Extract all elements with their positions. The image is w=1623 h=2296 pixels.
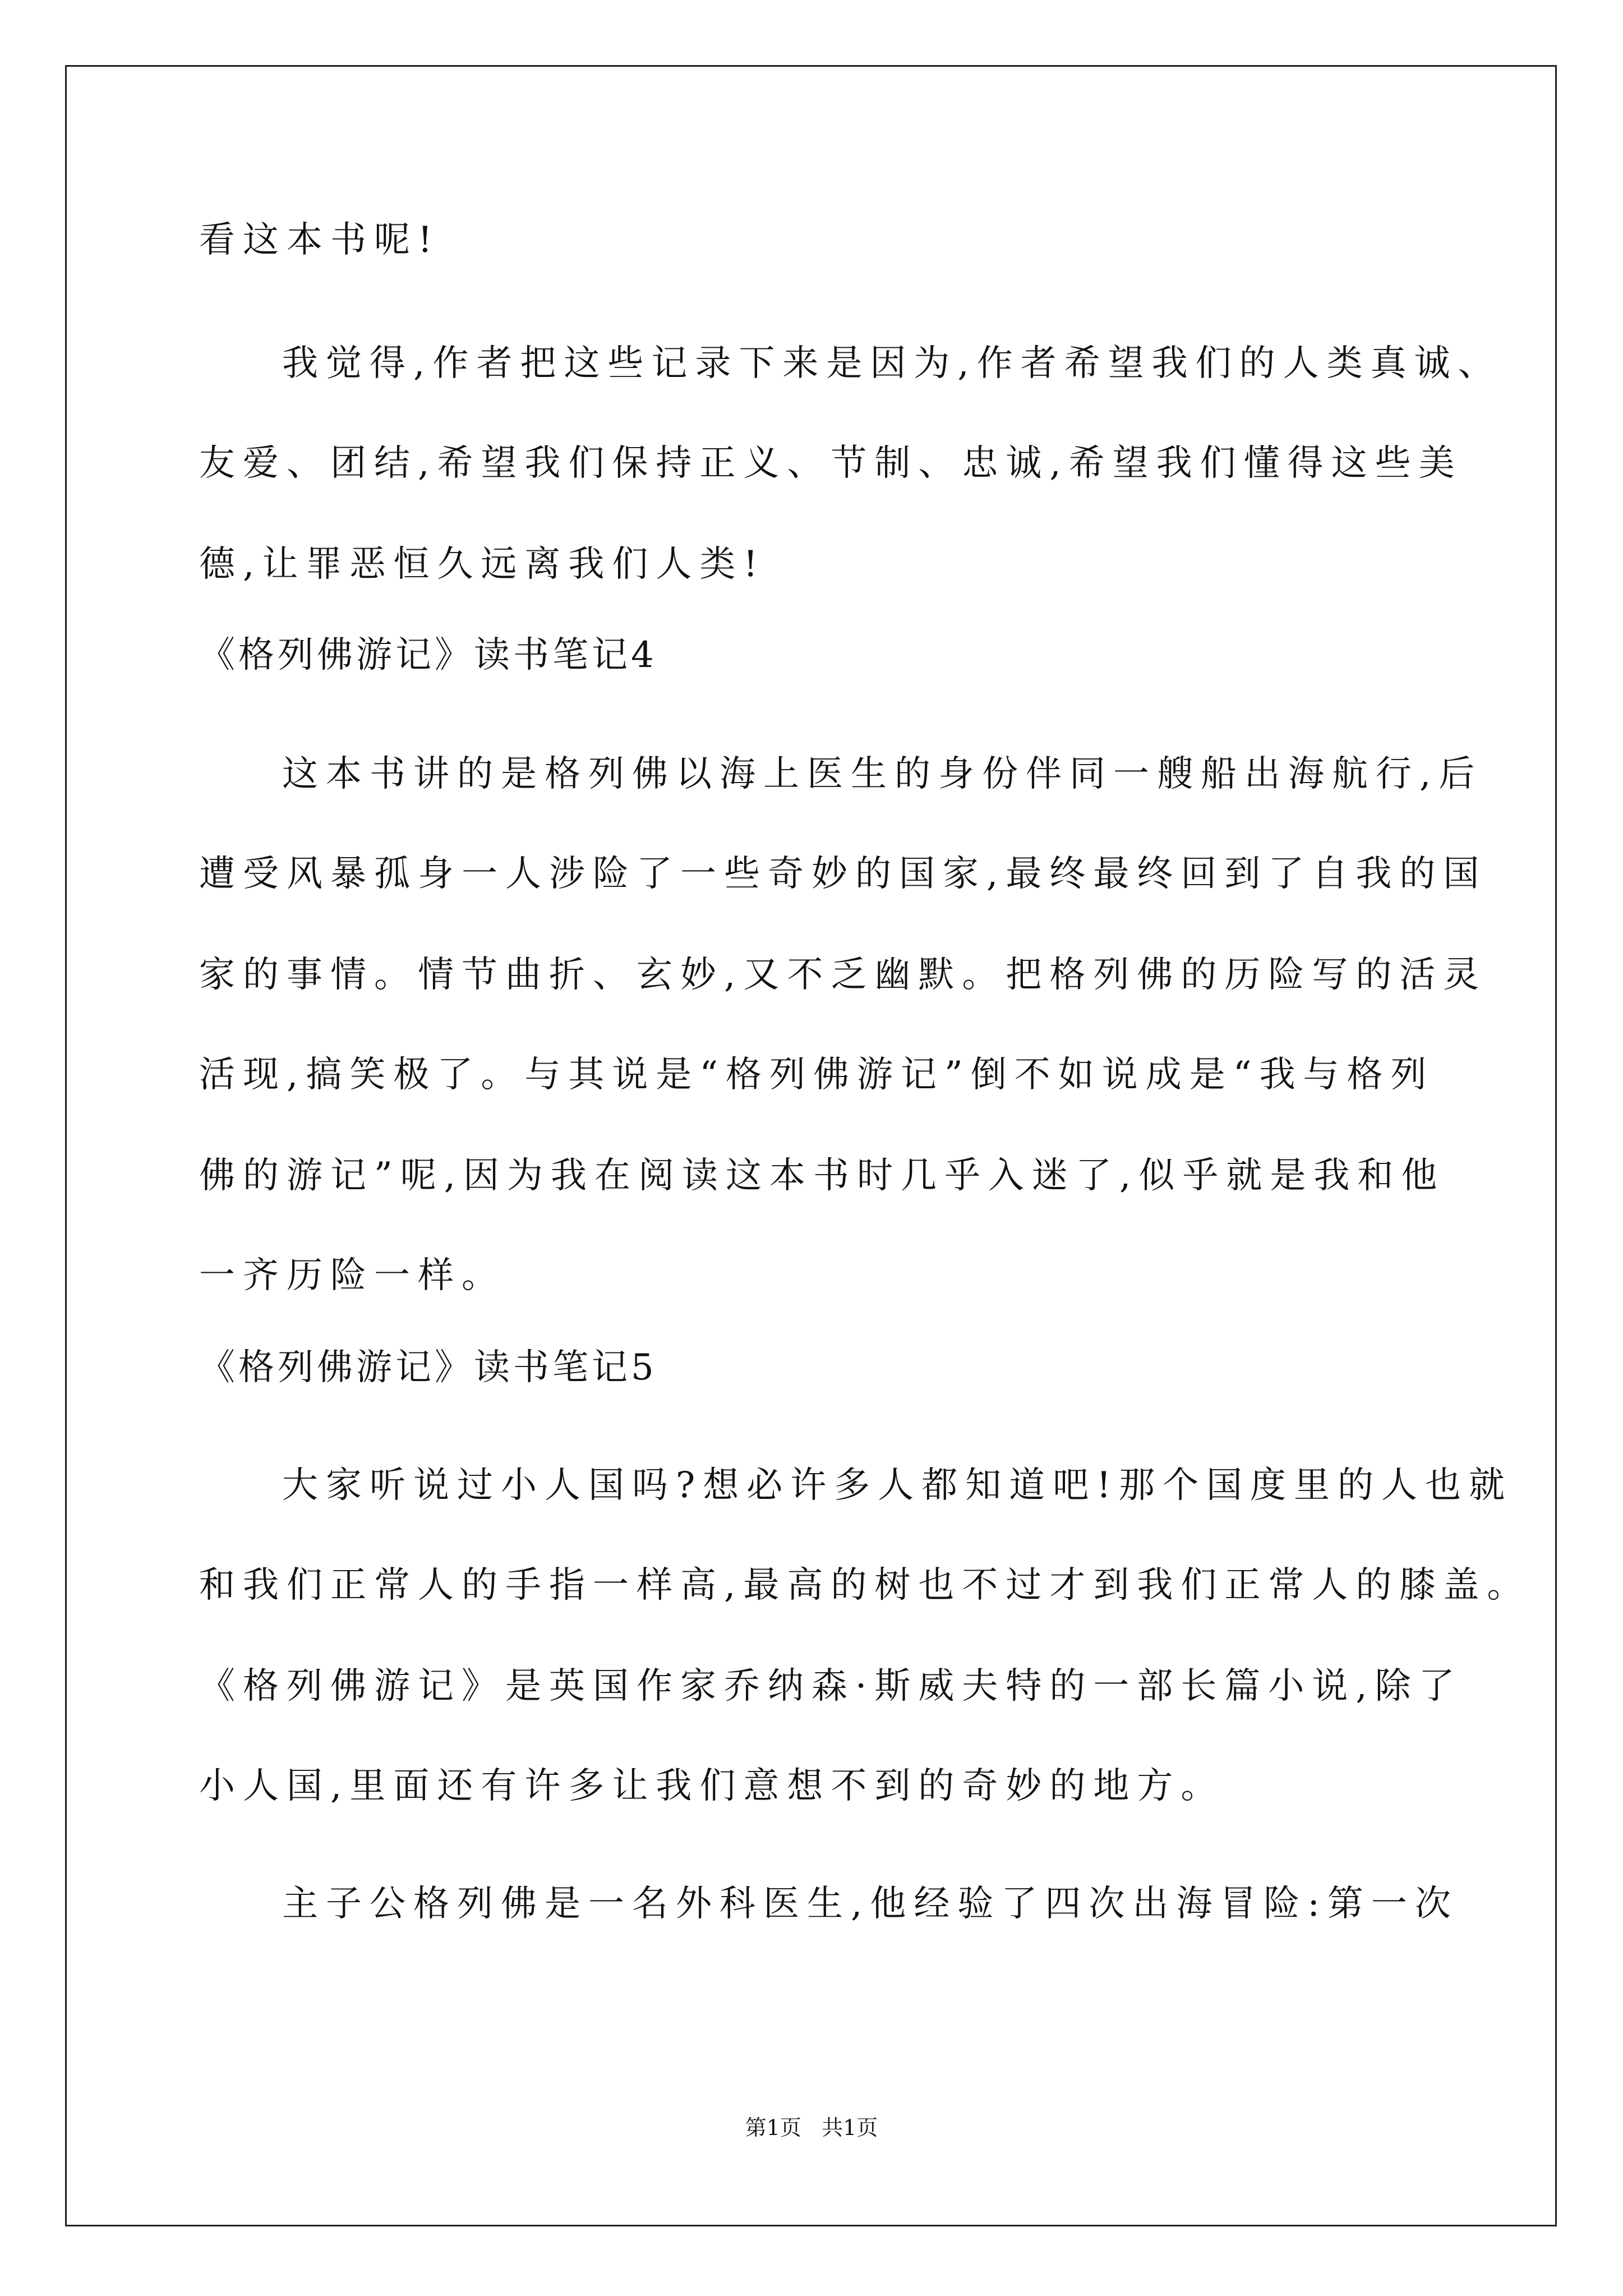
paragraph-line: 我觉得,作者把这些记录下来是因为,作者希望我们的人类真诚、 xyxy=(282,343,1502,384)
section-heading: 《格列佛游记》读书笔记4 xyxy=(199,634,657,676)
section-heading: 《格列佛游记》读书笔记5 xyxy=(199,1347,657,1388)
text-line: 德,让罪恶恒久远离我们人类! xyxy=(199,544,766,585)
text-line: 一齐历险一样。 xyxy=(199,1255,505,1296)
text-line: 友爱、团结,希望我们保持正义、节制、忠诚,希望我们懂得这些美 xyxy=(199,443,1463,484)
page-number-footer: 第1页 共1页 xyxy=(745,2115,878,2140)
text-line: 活现,搞笑极了。与其说是“格列佛游记”倒不如说成是“我与格列 xyxy=(199,1054,1435,1096)
paragraph-line: 这本书讲的是格列佛以海上医生的身份伴同一艘船出海航行,后 xyxy=(282,753,1483,795)
paragraph-line: 主子公格列佛是一名外科医生,他经验了四次出海冒险:第一次 xyxy=(282,1883,1459,1925)
text-line: 佛的游记”呢,因为我在阅读这本书时几乎入迷了,似乎就是我和他 xyxy=(199,1155,1445,1197)
text-line: 遭受风暴孤身一人涉险了一些奇妙的国家,最终最终回到了自我的国 xyxy=(199,853,1487,895)
text-line: 家的事情。情节曲折、玄妙,又不乏幽默。把格列佛的历险写的活灵 xyxy=(199,954,1487,996)
text-line: 看这本书呢! xyxy=(199,219,440,261)
text-line: 《格列佛游记》是英国作家乔纳森·斯威夫特的一部长篇小说,除了 xyxy=(199,1665,1463,1707)
text-line: 和我们正常人的手指一样高,最高的树也不过才到我们正常人的膝盖。 xyxy=(199,1565,1531,1606)
paragraph-line: 大家听说过小人国吗?想必许多人都知道吧!那个国度里的人也就 xyxy=(282,1465,1513,1506)
text-line: 小人国,里面还有许多让我们意想不到的奇妙的地方。 xyxy=(199,1765,1225,1807)
